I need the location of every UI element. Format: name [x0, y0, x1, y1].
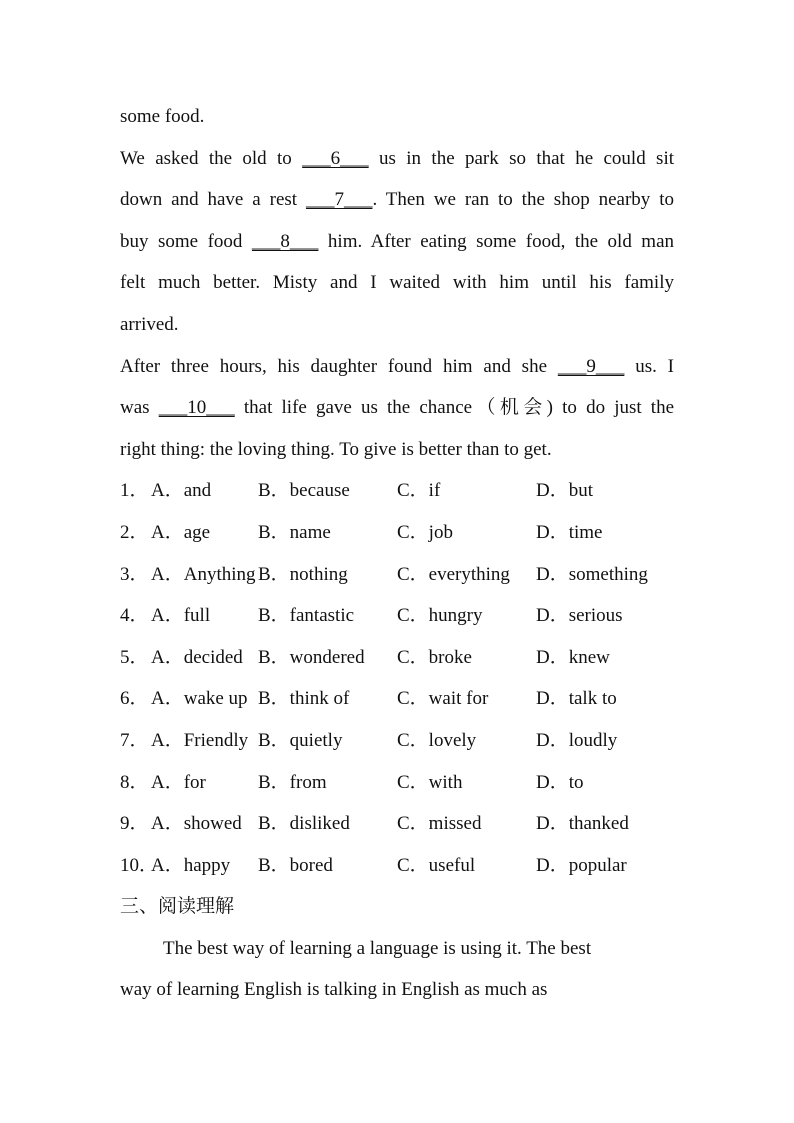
option-b: B．think of — [258, 688, 350, 710]
blank-10: ___10___ — [158, 397, 235, 419]
option-d: D．popular — [536, 854, 627, 876]
option-c: C．lovely — [397, 729, 477, 751]
passage-text: him. After eating some food, the old man — [327, 230, 674, 252]
option-row — [120, 470, 674, 512]
passage-line — [120, 221, 674, 263]
option-d: D．knew — [536, 646, 610, 668]
option-c: C．hungry — [397, 605, 483, 627]
option-a: A．Anything — [151, 563, 256, 585]
option-row — [120, 678, 674, 720]
passage-text: We asked the old to — [120, 147, 292, 169]
option-c: C．everything — [397, 563, 510, 585]
option-c: C．if — [397, 480, 441, 502]
passage-line: felt much better. Misty and I waited with him until his family — [120, 272, 674, 294]
passage-text: down and have a rest — [120, 189, 298, 211]
option-d: D．talk to — [536, 688, 617, 710]
option-b: B．disliked — [258, 813, 350, 835]
option-a: A．Friendly — [151, 729, 249, 751]
question-number: 9． — [120, 813, 149, 835]
option-row — [120, 637, 674, 679]
option-b: B．name — [258, 521, 331, 543]
question-number: 4． — [120, 605, 149, 627]
passage-text: buy some food — [120, 230, 243, 252]
reading-line: The best way of learning a language is using it. The best — [163, 937, 592, 959]
option-row — [120, 803, 674, 845]
option-c: C．missed — [397, 813, 482, 835]
option-d: D．to — [536, 771, 584, 793]
option-c: C．broke — [397, 646, 472, 668]
option-a: A．age — [151, 521, 211, 543]
option-row — [120, 845, 674, 887]
option-a: A．showed — [151, 813, 242, 835]
option-a: A．happy — [151, 854, 231, 876]
passage-text: us in the park so that he could sit — [379, 147, 674, 169]
passage-text: After three hours, his daughter found him and she — [120, 355, 548, 377]
option-c: C．job — [397, 521, 453, 543]
option-d: D．thanked — [536, 813, 629, 835]
option-row — [120, 554, 674, 596]
option-b: B．because — [258, 480, 350, 502]
passage-line: some food. — [120, 106, 205, 127]
blank-9: ___9___ — [557, 355, 625, 377]
option-a: A．decided — [151, 646, 243, 668]
question-number: 3． — [120, 563, 149, 585]
option-row — [120, 720, 674, 762]
option-d: D．loudly — [536, 729, 618, 751]
option-c: C．useful — [397, 854, 476, 876]
option-a: A．full — [151, 605, 211, 627]
question-number: 10． — [120, 854, 159, 876]
option-b: B．fantastic — [258, 605, 355, 627]
reading-line: way of learning English is talking in English as much as — [120, 979, 548, 1001]
document-page — [120, 96, 674, 1011]
passage-text: us. I — [635, 355, 674, 377]
passage-line — [120, 179, 674, 221]
passage-line: arrived. — [120, 313, 179, 335]
option-b: B．quietly — [258, 729, 343, 751]
option-a: A．wake up — [151, 688, 248, 710]
question-number: 5． — [120, 646, 149, 668]
passage-text: . Then we ran to the shop nearby to — [372, 189, 674, 211]
passage-line — [120, 387, 674, 429]
option-row — [120, 762, 674, 804]
option-b: B．from — [258, 771, 327, 793]
option-row — [120, 595, 674, 637]
section-heading: 三、阅读理解 — [120, 896, 235, 918]
passage-line: right thing: the loving thing. To give is better than to get. — [120, 438, 552, 460]
question-number: 7． — [120, 729, 149, 751]
option-c: C．wait for — [397, 688, 489, 710]
option-d: D．time — [536, 521, 603, 543]
option-a: A．and — [151, 480, 212, 502]
blank-8: ___8___ — [251, 230, 319, 252]
blank-6: ___6___ — [302, 147, 369, 169]
question-number: 2． — [120, 521, 149, 543]
question-number: 1． — [120, 480, 149, 502]
option-d: D．serious — [536, 605, 623, 627]
question-number: 6． — [120, 688, 149, 710]
passage-line — [120, 138, 674, 180]
passage-line — [120, 346, 674, 388]
option-a: A．for — [151, 771, 206, 793]
option-b: B．bored — [258, 854, 333, 876]
passage-text: was — [120, 397, 150, 419]
option-row — [120, 512, 674, 554]
option-c: C．with — [397, 771, 463, 793]
option-b: B．nothing — [258, 563, 348, 585]
option-d: D．but — [536, 480, 594, 502]
question-number: 8． — [120, 771, 149, 793]
option-d: D．something — [536, 563, 648, 585]
option-b: B．wondered — [258, 646, 365, 668]
passage-text: that life gave us the chance（机会) to do just the — [243, 397, 674, 419]
blank-7: ___7___ — [305, 189, 373, 211]
